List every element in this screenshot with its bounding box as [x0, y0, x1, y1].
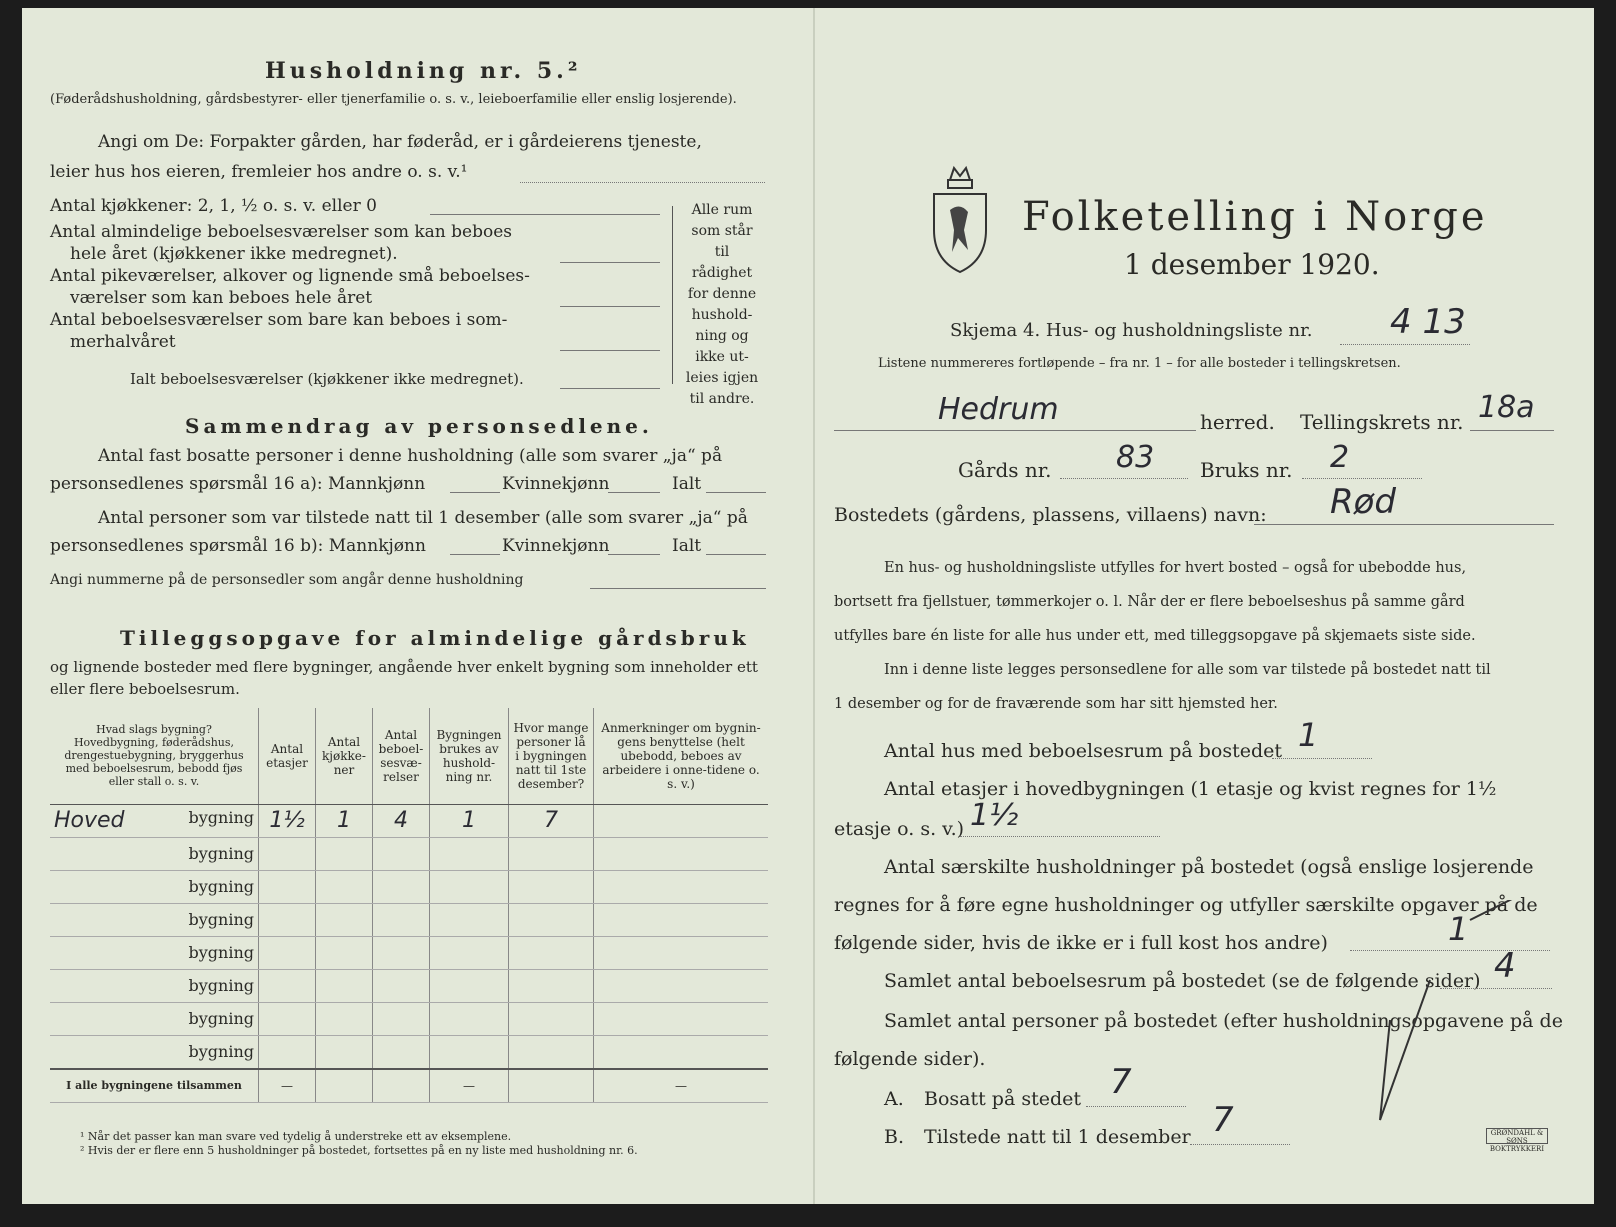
q-etasjer-1: Antal etasjer i hovedbygningen (1 etasje og kvist regnes for 1½ — [884, 778, 1497, 800]
cell-anm — [594, 870, 769, 903]
q-hus-value: 1 — [1298, 716, 1319, 754]
angi-answer-line — [520, 182, 765, 183]
skjema-number-line — [1340, 344, 1470, 345]
alm-answer-line — [560, 262, 660, 263]
cell-personer: 7 — [509, 804, 594, 837]
buildings-table — [50, 708, 768, 1103]
cell-kjokken: 1 — [316, 804, 373, 837]
building-type-label: bygning — [188, 910, 254, 929]
cell-kjokken — [316, 1035, 373, 1069]
cell-anm — [594, 837, 769, 870]
building-type-cell — [50, 804, 259, 837]
col-header-type: Hvad slags bygning? Hovedbygning, føderådshus, drengestuebygning, bryggerhus med beboelsesrum, bebodd fjøs eller stall o. s. v. — [50, 708, 259, 804]
total-personer — [509, 1069, 594, 1103]
cell-etasjer — [259, 1002, 316, 1035]
building-type-cell — [50, 903, 259, 936]
total-vaerelser — [373, 1069, 430, 1103]
building-type-label: bygning — [188, 943, 254, 962]
cell-hush — [430, 1002, 509, 1035]
q-hus-line — [1272, 758, 1372, 759]
herred-line — [834, 430, 1196, 431]
q-etasjer-2: etasje o. s. v.) — [834, 818, 965, 840]
side-note-line: Alle rum — [691, 202, 753, 218]
col-header-anm: Anmerkninger om bygnin-gens benyttelse (helt ubebodd, beboes av arbeidere i onne-tidene o. s. v.) — [594, 708, 769, 804]
side-note-line: ikke ut- — [695, 349, 749, 365]
building-type-label: bygning — [188, 844, 254, 863]
tillegg-sub: og lignende bosteder med flere bygninger, angående hver enkelt bygning som inneholder ett eller flere beboelsesrum. — [50, 658, 758, 698]
s2-ialt-line — [706, 554, 766, 555]
bruks-label: Bruks nr. — [1200, 458, 1293, 482]
table-row — [50, 969, 768, 1002]
q-alm-1: Antal almindelige beboelsesværelser som kan beboes — [50, 222, 512, 242]
table-row — [50, 870, 768, 903]
total-hush: — — [430, 1069, 509, 1103]
cell-hush — [430, 936, 509, 969]
printer-stamp: GRØNDAHL & SØNS BOKTRYKKERI — [1486, 1128, 1548, 1144]
a-line — [1086, 1106, 1186, 1107]
s3-answer-line — [590, 588, 766, 589]
building-type-cell — [50, 969, 259, 1002]
cell-anm — [594, 1035, 769, 1069]
pike-answer-line — [560, 306, 660, 307]
q-pers-1: Samlet antal personer på bostedet (efter husholdningsopgavene på de — [884, 1010, 1563, 1032]
bosted-line — [1254, 524, 1554, 525]
cell-vaerelser — [373, 936, 430, 969]
form-title: Folketelling i Norge — [1022, 194, 1488, 240]
cell-kjokken — [316, 936, 373, 969]
b-value: 7 — [1212, 1100, 1234, 1140]
cell-vaerelser — [373, 903, 430, 936]
cell-hush — [430, 969, 509, 1002]
cell-hush — [430, 870, 509, 903]
sammendrag-title: Sammendrag av personsedlene. — [185, 414, 653, 438]
building-type-label: bygning — [188, 808, 254, 827]
cell-vaerelser — [373, 870, 430, 903]
cell-personer — [509, 936, 594, 969]
page-fold — [813, 8, 815, 1204]
bosted-value: Rød — [1330, 482, 1397, 522]
tillegg-title: Tilleggsopgave for almindelige gårdsbruk — [120, 626, 750, 650]
q-som-1: Antal beboelsesværelser som bare kan beboes i som- — [50, 310, 508, 330]
s2-ialt: Ialt — [672, 536, 702, 556]
side-note-line: leies igjen — [685, 370, 759, 386]
skjema-label: Skjema 4. Hus- og husholdningsliste nr. — [950, 320, 1313, 341]
q-som-2: merhalvåret — [70, 332, 176, 352]
brace — [672, 206, 674, 384]
table-row — [50, 837, 768, 870]
bruks-value: 2 — [1330, 440, 1350, 475]
building-type-label: bygning — [188, 1042, 254, 1061]
q-ialt: Ialt beboelsesværelser (kjøkkener ikke medregnet). — [130, 370, 524, 388]
b-label: B. — [884, 1126, 905, 1148]
angi-line-1: Angi om De: Forpakter gården, har føderåd, er i gårdeierens tjeneste, — [98, 132, 702, 152]
s1-kvinne-line — [608, 492, 660, 493]
cell-anm — [594, 1002, 769, 1035]
cell-etasjer — [259, 1035, 316, 1069]
cell-kjokken — [316, 870, 373, 903]
s2-line-1: Antal personer som var tilstede natt til 1 desember (alle som svarer „ja“ på — [98, 508, 748, 528]
a-text: Bosatt på stedet — [924, 1088, 1081, 1110]
table-row — [50, 804, 768, 837]
cell-vaerelser — [373, 837, 430, 870]
building-type-cell — [50, 837, 259, 870]
building-type-label: bygning — [188, 1009, 254, 1028]
cell-personer — [509, 837, 594, 870]
cell-hush — [430, 837, 509, 870]
cell-hush — [430, 903, 509, 936]
gards-line — [1060, 478, 1188, 479]
table-row — [50, 936, 768, 969]
coat-of-arms-icon — [928, 160, 992, 280]
cell-anm — [594, 969, 769, 1002]
footnote-2: ² Hvis der er flere enn 5 husholdninger på bostedet, fortsettes på en ny liste med husholdning nr. 6. — [80, 1144, 638, 1157]
total-kjokken — [316, 1069, 373, 1103]
household-subtitle: (Føderådshusholdning, gårdsbestyrer- eller tjenerfamilie o. s. v., leieboerfamilie eller enslig losjerende). — [50, 92, 737, 107]
table-row — [50, 903, 768, 936]
s2-line-2: personsedlenes spørsmål 16 b): Mannkjønn — [50, 536, 426, 556]
s1-ialt-line — [706, 492, 766, 493]
som-answer-line — [560, 350, 660, 351]
cell-etasjer — [259, 837, 316, 870]
q-sark-value: 1 — [1448, 910, 1469, 948]
angi-line-2: leier hus hos eieren, fremleier hos andre o. s. v.¹ — [50, 162, 468, 182]
herred-value: Hedrum — [938, 392, 1059, 427]
side-note-line: hushold- — [691, 307, 753, 323]
bosted-label: Bostedets (gårdens, plassens, villaens) navn: — [834, 504, 1267, 526]
q-kjokken: Antal kjøkkener: 2, 1, ½ o. s. v. eller 0 — [50, 196, 377, 216]
a-value: 7 — [1110, 1062, 1132, 1102]
para1-line2: bortsett fra fjellstuer, tømmerkojer o. l. Når der er flere beboelseshus på samme gård — [834, 594, 1465, 610]
cell-personer — [509, 903, 594, 936]
table-row — [50, 1002, 768, 1035]
col-header-kjokken: Antal kjøkke-ner — [316, 708, 373, 804]
building-type-label: bygning — [188, 877, 254, 896]
side-note — [682, 200, 762, 410]
s1-mann-line — [450, 492, 500, 493]
gards-label: Gårds nr. — [958, 458, 1052, 482]
q-alm-2: hele året (kjøkkener ikke medregnet). — [70, 244, 398, 264]
total-label: I alle bygningene tilsammen — [50, 1069, 259, 1103]
cell-etasjer: 1½ — [259, 804, 316, 837]
q-pike-2: værelser som kan beboes hele året — [70, 288, 373, 308]
cell-anm — [594, 903, 769, 936]
tellingskrets-line — [1470, 430, 1554, 431]
s2-mann-line — [450, 554, 500, 555]
side-note-line: for denne — [687, 286, 757, 302]
building-type-cell — [50, 1002, 259, 1035]
q-pers-2: følgende sider). — [834, 1048, 986, 1070]
side-note-line: rådighet — [691, 265, 753, 281]
household-title: Husholdning nr. 5.² — [265, 58, 582, 84]
building-type-cell — [50, 870, 259, 903]
b-line — [1190, 1144, 1290, 1145]
herred-label: herred. — [1200, 410, 1275, 434]
skjema-number: 4 13 — [1390, 302, 1466, 342]
building-type-cell — [50, 936, 259, 969]
ialt-answer-line — [560, 388, 660, 389]
gards-value: 83 — [1116, 440, 1155, 475]
s1-line-1: Antal fast bosatte personer i denne husholdning (alle som svarer „ja“ på — [98, 446, 723, 466]
tellingskrets-label: Tellingskrets nr. — [1300, 410, 1464, 434]
a-label: A. — [884, 1088, 904, 1110]
col-header-hush: Bygningen brukes av hushold-ning nr. — [430, 708, 509, 804]
listene-note: Listene nummereres fortløpende – fra nr. 1 – for alle bosteder i tellingskretsen. — [878, 356, 1401, 371]
cell-hush: 1 — [430, 804, 509, 837]
cell-vaerelser: 4 — [373, 804, 430, 837]
cell-hush — [430, 1035, 509, 1069]
cell-vaerelser — [373, 1002, 430, 1035]
para1-line1: En hus- og husholdningsliste utfylles for hvert bosted – også for ubebodde hus, — [884, 560, 1467, 576]
cell-vaerelser — [373, 1035, 430, 1069]
total-row — [50, 1069, 768, 1103]
kjokken-answer-line — [430, 214, 660, 215]
s2-kvinne: Kvinnekjønn — [502, 536, 610, 556]
cell-etasjer — [259, 903, 316, 936]
para2-line1: Inn i denne liste legges personsedlene for alle som var tilstede på bostedet natt til — [884, 662, 1491, 678]
s1-line-2: personsedlenes spørsmål 16 a): Mannkjønn — [50, 474, 426, 494]
q-sark-1: Antal særskilte husholdninger på bostedet (også enslige losjerende — [884, 856, 1534, 878]
cell-personer — [509, 969, 594, 1002]
cell-anm — [594, 804, 769, 837]
checkmark-icon — [1370, 900, 1550, 1130]
para2-line2: 1 desember og for de fraværende som har sitt hjemsted her. — [834, 696, 1278, 712]
total-etasjer: — — [259, 1069, 316, 1103]
buildings-table-body — [50, 804, 768, 1102]
para1-line3: utfylles bare én liste for alle hus under ett, med tilleggsopgave på skjemaets siste side. — [834, 628, 1476, 644]
side-note-line: som står til — [691, 223, 753, 260]
cell-personer — [509, 1002, 594, 1035]
q-sark-2: regnes for å føre egne husholdninger og utfyller særskilte opgaver på de — [834, 894, 1538, 916]
q-pike-1: Antal pikeværelser, alkover og lignende små beboelses- — [50, 266, 530, 286]
s1-ialt: Ialt — [672, 474, 702, 494]
form-date: 1 desember 1920. — [1124, 248, 1380, 281]
q-etasjer-line — [960, 836, 1160, 837]
cell-kjokken — [316, 1002, 373, 1035]
cell-kjokken — [316, 903, 373, 936]
cell-anm — [594, 936, 769, 969]
total-anm: — — [594, 1069, 769, 1103]
cell-kjokken — [316, 969, 373, 1002]
q-etasjer-value: 1½ — [970, 798, 1019, 833]
q-rum: Samlet antal beboelsesrum på bostedet (se de følgende sider) — [884, 970, 1481, 992]
s1-kvinne: Kvinnekjønn — [502, 474, 610, 494]
building-type-label: bygning — [188, 976, 254, 995]
col-header-personer: Hvor mange personer lå i bygningen natt til 1ste desember? — [509, 708, 594, 804]
q-rum-value: 4 — [1494, 946, 1516, 986]
table-row — [50, 1035, 768, 1069]
q-sark-3: følgende sider, hvis de ikke er i full kost hos andre) — [834, 932, 1328, 954]
cell-etasjer — [259, 969, 316, 1002]
q-hus: Antal hus med beboelsesrum på bostedet — [884, 740, 1283, 762]
cell-etasjer — [259, 936, 316, 969]
b-text: Tilstede natt til 1 desember — [924, 1126, 1191, 1148]
col-header-vaerelser: Antal beboel-sesvæ-relser — [373, 708, 430, 804]
tellingskrets-value: 18a — [1478, 390, 1535, 425]
building-type-cell — [50, 1035, 259, 1069]
bruks-line — [1302, 478, 1422, 479]
cell-etasjer — [259, 870, 316, 903]
s3-line: Angi nummerne på de personsedler som angår denne husholdning — [50, 572, 524, 588]
cell-kjokken — [316, 837, 373, 870]
building-type-handwritten: Hoved — [54, 808, 125, 833]
cell-personer — [509, 1035, 594, 1069]
cell-personer — [509, 870, 594, 903]
col-header-etasjer: Antal etasjer — [259, 708, 316, 804]
side-note-line: ning og — [695, 328, 749, 344]
footnote-1: ¹ Når det passer kan man svare ved tydelig å understreke ett av eksemplene. — [80, 1130, 512, 1143]
s2-kvinne-line — [608, 554, 660, 555]
cell-vaerelser — [373, 969, 430, 1002]
side-note-line: til andre. — [689, 391, 755, 407]
